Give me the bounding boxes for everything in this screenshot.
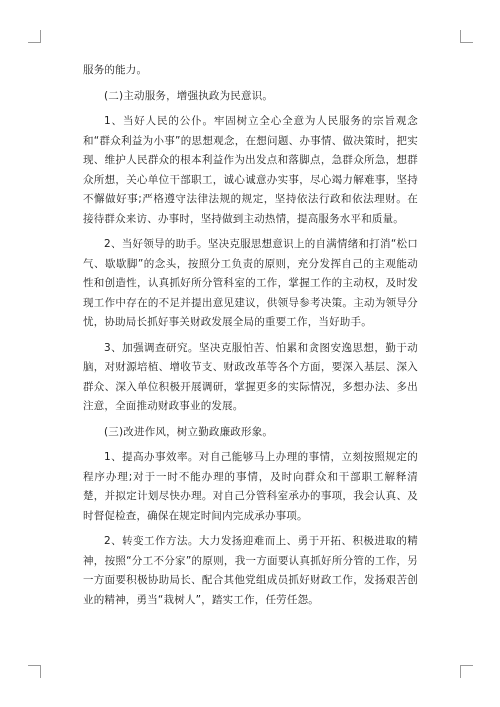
paragraph-assistant-to-leader: 2、当好领导的助手。坚决克服思想意识上的自满情绪和打消“松口气、歇歇脚”的念头，按照分工负责的原则，充分发挥自己的主观能动性和创造性，认真抓好所分管科室的工作，掌握工作的主动权，及时发现工作中存在的不足并提出意见建议，供领导参考决策。主动为领导分忧，协助局长抓好事关财政发展全局的重要工作，当好助手。 [83,238,418,328]
section-heading-active-service: (二)主动服务，增强执政为民意识。 [104,89,274,102]
crop-mark-top-left [28,30,41,43]
document-body [83,61,418,610]
crop-mark-bottom-left [28,665,41,678]
crop-mark-top-right [460,30,473,43]
section-heading-improve-style: (三)改进作风，树立勤政廉政形象。 [104,425,274,438]
paragraph-servant-of-people: 1、当好人民的公仆。牢固树立全心全意为人民服务的宗旨观念和“群众利益为小事”的思想观念，在想问题、办事情、做决策时，把实现、维护人民群众的根本利益作为出发点和落脚点，急群众所急，想群众所想，关心单位干部职工，诚心诚意办实事，尽心竭力解难事，坚持不懈做好事;严格遵守法律法规的规定，坚持依法行政和依法理财。在接待群众来访、办事时，坚持做到主动热情，提高服务水平和质量。 [83,115,418,225]
paragraph-work-methods: 2、转变工作方法。大力发扬迎难而上、勇于开拓、积极进取的精神，按照“分工不分家”的原则，我一方面要认真抓好所分管的工作，另一方面要积极协助局长、配合其他党组成员抓好财政工作，发扬艰苦创业的精神，勇当“栽树人”，踏实工作，任劳任怨。 [83,535,418,606]
paragraph-efficiency: 1、提高办事效率。对自己能够马上办理的事情，立刻按照规定的程序办理;对于一时不能办理的事情，及时向群众和干部职工解释清楚，并拟定计划尽快办理。对自己分管科室承办的事项，我会认真、及时督促检查，确保在规定时间内完成承办事项。 [83,451,418,522]
paragraph-continuation: 服务的能力。 [83,64,148,76]
paragraph-research: 3、加强调查研究。坚决克服怕苦、怕累和贪图安逸思想，勤于动脑，对财源培植、增收节支、财政改革等各个方面，要深入基层、深入群众、深入单位积极开展调研，掌握更多的实际情况，多想办法、多出注意，全面推动财政事业的发展。 [83,341,418,412]
crop-mark-bottom-right [460,665,473,678]
